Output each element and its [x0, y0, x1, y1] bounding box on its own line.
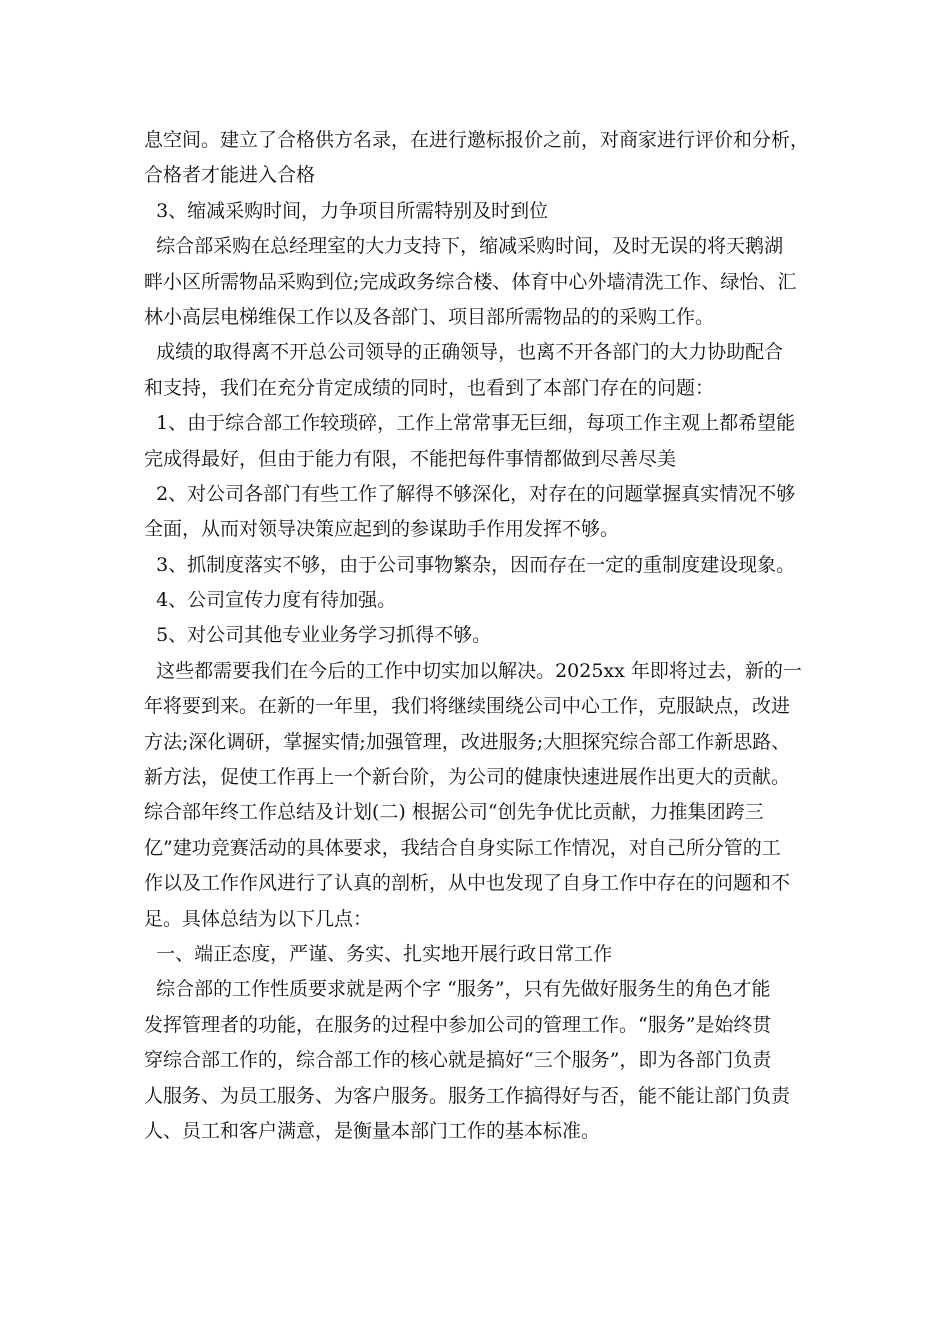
text-line: 综合部年终工作总结及计划(二) 根据公司“创先争优比贡献，力推集团跨三 [144, 801, 764, 824]
text-line: 足。具体总结为以下几点： [144, 907, 373, 930]
text-line: 一、端正态度，严谨、务实、扎实地开展行政日常工作 [144, 942, 613, 965]
text-line: 成绩的取得离不开总公司领导的正确领导，也离不开各部门的大力协助配合 [144, 341, 784, 364]
text-line: 穿综合部工作的，综合部工作的核心就是搞好“三个服务”，即为各部门负责 [144, 1049, 772, 1072]
text-line: 畔小区所需物品采购到位;完成政务综合楼、体育中心外墙清洗工作、绿怡、汇 [144, 270, 797, 293]
text-line: 人服务、为员工服务、为客户服务。服务工作搞得好与否，能不能让部门负责 [144, 1084, 791, 1107]
text-line: 综合部的工作性质要求就是两个字 “服务”，只有先做好服务生的角色才能 [144, 978, 771, 1001]
text-line: 3、抓制度落实不够，由于公司事物繁杂，因而存在一定的重制度建设现象。 [144, 553, 796, 576]
text-line: 2、对公司各部门有些工作了解得不够深化，对存在的问题掌握真实情况不够 [144, 482, 796, 505]
text-line: 作以及工作作风进行了认真的剖析，从中也发现了自身工作中存在的问题和不 [144, 872, 791, 895]
text-line: 息空间。建立了合格供方名录，在进行邀标报价之前，对商家进行评价和分析， [144, 129, 810, 151]
document-body [144, 123, 844, 1149]
text-line: 4、公司宣传力度有待加强。 [144, 589, 397, 612]
text-line: 方法;深化调研，掌握实情;加强管理，改进服务;大胆探究综合部工作新思路、 [144, 730, 791, 753]
text-line: 和支持，我们在充分肯定成绩的同时，也看到了本部门存在的问题： [144, 376, 715, 399]
text-line: 亿”建功竞赛活动的具体要求，我结合自身实际工作情况，对自己所分管的工 [144, 836, 781, 859]
text-line: 发挥管理者的功能，在服务的过程中参加公司的管理工作。“服务”是始终贯 [144, 1013, 772, 1036]
text-line: 3、缩减采购时间，力争项目所需特别及时到位 [144, 199, 549, 222]
text-line: 1、由于综合部工作较琐碎，工作上常常事无巨细，每项工作主观上都希望能 [144, 412, 796, 435]
text-line: 综合部采购在总经理室的大力支持下，缩减采购时间，及时无误的将天鹅湖 [144, 235, 784, 258]
text-line: 新方法，促使工作再上一个新台阶，为公司的健康快速进展作出更大的贡献。 [144, 766, 791, 789]
text-line: 林小高层电梯维保工作以及各部门、项目部所需物品的的采购工作。 [144, 305, 715, 328]
text-line: 人、员工和客户满意，是衡量本部门工作的基本标准。 [144, 1119, 601, 1142]
text-line: 全面，从而对领导决策应起到的参谋助手作用发挥不够。 [144, 518, 620, 541]
text-line: 完成得最好，但由于能力有限，不能把每件事情都做到尽善尽美 [144, 447, 677, 470]
text-line: 合格者才能进入合格 [144, 164, 316, 187]
text-line: 年将要到来。在新的一年里，我们将继续围绕公司中心工作，克服缺点，改进 [144, 695, 791, 718]
text-line: 这些都需要我们在今后的工作中切实加以解决。2025xx 年即将过去，新的一 [144, 659, 802, 682]
text-line: 5、对公司其他专业业务学习抓得不够。 [144, 624, 492, 647]
